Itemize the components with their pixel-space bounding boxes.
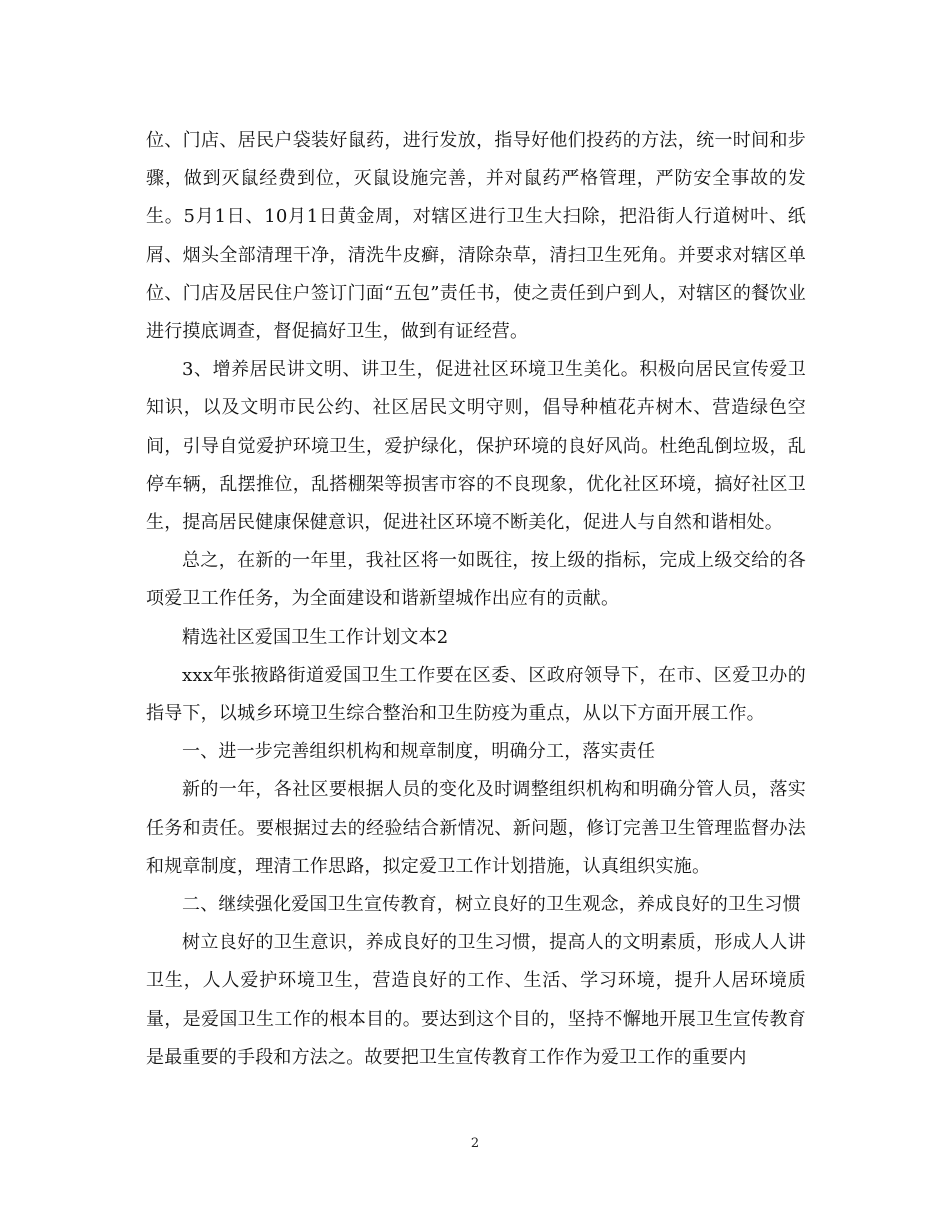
paragraph-item-3: 3、增养居民讲文明、讲卫生，促进社区环境卫生美化。积极向居民宣传爱卫知识，以及文明市民公约、社区居民文明守则，倡导种植花卉树木、营造绿色空间，引导自觉爱护环境卫生，爱护绿化，保护环境的良好风尚。杜绝乱倒垃圾，乱停车辆，乱摆推位，乱搭棚架等损害市容的不良现象，优化社区环境，搞好社区卫生，提高居民健康保健意识，促进社区环境不断美化，促进人与自然和谐相处。: [146, 359, 806, 534]
document-body: [146, 122, 806, 1077]
paragraph-two-body: 树立良好的卫生意识，养成良好的卫生习惯，提高人的文明素质，形成人人讲卫生，人人爱护环境卫生，营造良好的工作、生活、学习环境，提升人居环境质量，是爱国卫生工作的根本目的。要达到这个目的，坚持不懈地开展卫生宣传教育是最重要的手段和方法之。故要把卫生宣传教育工作作为爱卫工作的重要内: [146, 932, 806, 1068]
paragraph-intro: xxx年张掖路街道爱国卫生工作要在区委、区政府领导下，在市、区爱卫办的指导下，以城乡环境卫生综合整治和卫生防疫为重点，从以下方面开展工作。: [146, 664, 806, 725]
paragraph-conclusion: 总之，在新的一年里，我社区将一如既往，按上级的指标，完成上级交给的各项爱卫工作任务，为全面建设和谐新望城作出应有的贡献。: [146, 550, 806, 610]
paragraph-continuation: 位、门店、居民户袋装好鼠药，进行发放，指导好他们投药的方法，统一时间和步骤，做到灭鼠经费到位，灭鼠设施完善，并对鼠药严格管理，严防安全事故的发生。5月1日、10月1日黄金周，对辖区进行卫生大扫除，把沿街人行道树叶、纸屑、烟头全部清理干净，清洗牛皮癣，清除杂草，清扫卫生死角。并要求对辖区单位、门店及居民住户签订门面“五包”责任书，使之责任到户到人，对辖区的餐饮业进行摸底调查，督促搞好卫生，做到有证经营。: [146, 130, 806, 343]
subheading-one: 一、进一步完善组织机构和规章制度，明确分工，落实责任: [182, 741, 656, 763]
section-heading: 精选社区爱国卫生工作计划文本2: [182, 626, 449, 648]
subheading-two: 二、继续强化爱国卫生宣传教育，树立良好的卫生观念，养成良好的卫生习惯: [182, 894, 801, 916]
page-number: 2: [470, 1136, 480, 1151]
paragraph-one-body: 新的一年，各社区要根据人员的变化及时调整组织机构和明确分管人员，落实任务和责任。要根据过去的经验结合新情况、新问题，修订完善卫生管理监督办法和规章制度，理清工作思路，拟定爱卫工作计划措施，认真组织实施。: [146, 779, 806, 877]
